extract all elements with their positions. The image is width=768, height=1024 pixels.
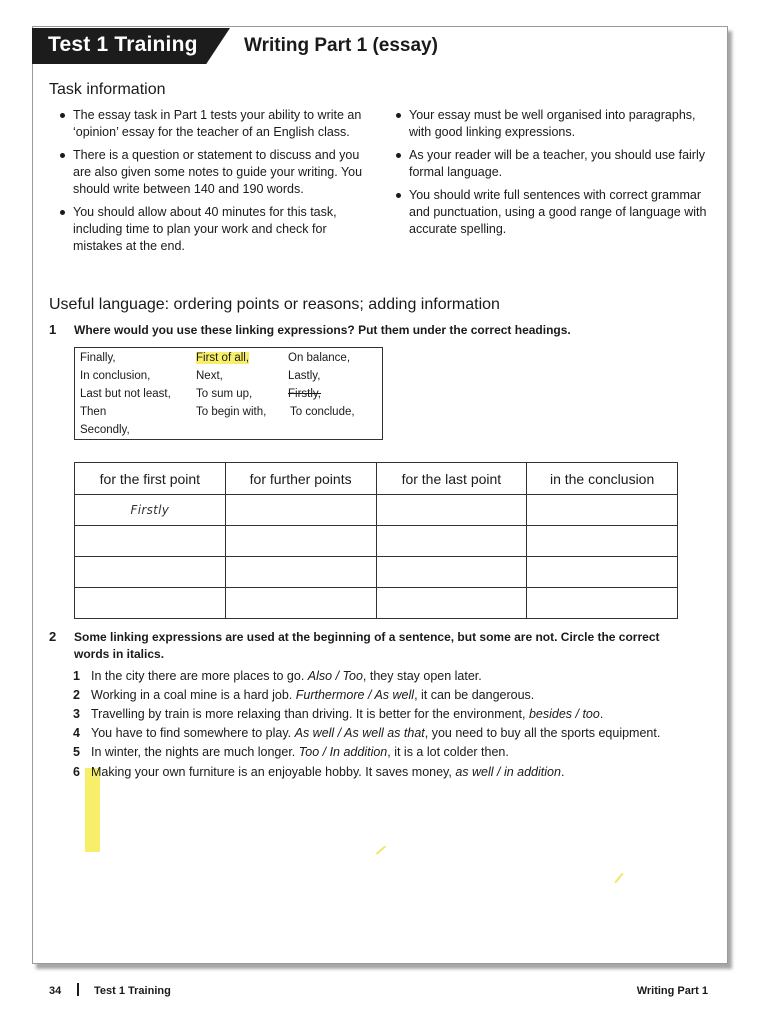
exercise-item [73, 669, 482, 683]
item-options[interactable]: Furthermore / As well [295, 688, 415, 702]
table-cell-example[interactable] [75, 495, 226, 526]
exercise-item [73, 688, 534, 702]
table-cell[interactable] [75, 526, 226, 557]
table-header: for the last point [376, 463, 527, 495]
table-header: for further points [225, 463, 376, 495]
page-number: 34 [49, 985, 62, 997]
word-box-expression: Lastly, [288, 370, 321, 382]
table-cell[interactable] [225, 557, 376, 588]
table-cell[interactable] [376, 526, 527, 557]
item-options[interactable]: besides / too [528, 707, 600, 721]
table-cell[interactable] [225, 588, 376, 619]
item-number: 1 [73, 669, 80, 683]
bullet-item: You should write full sentences with correct grammar and punctuation, using a good range of language with accurate spelling. [385, 187, 715, 238]
part-title: Writing Part 1 (essay) [244, 35, 438, 56]
word-box-expression-highlighted: First of all, [196, 352, 250, 364]
item-text: . [560, 765, 565, 779]
footer-divider [77, 983, 79, 996]
footer-left-label: Test 1 Training [94, 985, 171, 997]
word-box-expression: Next, [196, 370, 223, 382]
question-2-text: Some linking expressions are used at the beginning of a sentence, but some are not. Circle the correct words in italics. [74, 630, 660, 661]
footer-right-label: Writing Part 1 [636, 985, 708, 997]
item-options[interactable]: As well / As well as that [294, 726, 425, 740]
item-number: 3 [73, 707, 80, 721]
table-header: in the conclusion [527, 463, 678, 495]
item-text: In the city there are more places to go. [91, 669, 308, 683]
item-text: , it is a lot colder then. [387, 745, 509, 759]
item-options[interactable]: Too / In addition [298, 745, 388, 759]
useful-language-heading: Useful language: ordering points or reasons; adding information [49, 296, 500, 313]
table-header-row [75, 463, 678, 495]
table-cell[interactable] [527, 588, 678, 619]
exercise-item [73, 707, 603, 721]
word-box-expression: Then [80, 406, 107, 418]
item-text: Travelling by train is more relaxing than driving. It is better for the environment, [91, 707, 529, 721]
table-cell[interactable] [75, 588, 226, 619]
table-cell[interactable] [527, 495, 678, 526]
word-box-expression: To conclude, [290, 406, 355, 418]
task-info-heading: Task information [49, 81, 166, 98]
table-row [75, 495, 678, 526]
item-text: Making your own furniture is an enjoyable hobby. It saves money, [91, 765, 456, 779]
word-box-expression: In conclusion, [80, 370, 151, 382]
table-cell[interactable] [376, 588, 527, 619]
item-options[interactable]: Also / Too [307, 669, 363, 683]
word-box-expression: To begin with, [196, 406, 267, 418]
bullet-item: The essay task in Part 1 tests your ability to write an ‘opinion’ essay for the teacher of an English class. [49, 107, 379, 141]
item-text: , it can be dangerous. [414, 688, 535, 702]
question-number: 2 [49, 629, 57, 644]
table-cell[interactable] [75, 557, 226, 588]
table-row [75, 588, 678, 619]
item-text: , you need to buy all the sports equipment. [424, 726, 661, 740]
bullet-item: Your essay must be well organised into paragraphs, with good linking expressions. [385, 107, 715, 141]
item-text: , they stay open later. [362, 669, 482, 683]
bullet-item: There is a question or statement to discuss and you are also given some notes to guide your writing. You should write between 140 and 190 words. [49, 147, 379, 198]
table-cell[interactable] [376, 557, 527, 588]
item-text: Working in a coal mine is a hard job. [91, 688, 296, 702]
exercise-item [73, 745, 509, 759]
header-tab-title: Test 1 Training [48, 33, 198, 56]
item-options[interactable]: as well / in addition [455, 765, 561, 779]
task-info-left-bullets [49, 107, 379, 261]
table-row [75, 557, 678, 588]
table-header: for the first point [75, 463, 226, 495]
table-cell[interactable] [527, 557, 678, 588]
item-number: 5 [73, 745, 80, 759]
item-text: In winter, the nights are much longer. [91, 745, 299, 759]
table-cell[interactable] [225, 526, 376, 557]
item-text: You have to find somewhere to play. [91, 726, 295, 740]
exercise-item [73, 765, 564, 779]
word-box-expression: To sum up, [196, 388, 253, 400]
question-number: 1 [49, 322, 57, 337]
table-row [75, 526, 678, 557]
item-number: 2 [73, 688, 80, 702]
item-text: . [599, 707, 604, 721]
word-box [74, 347, 383, 440]
bullet-item: You should allow about 40 minutes for this task, including time to plan your work and check for mistakes at the end. [49, 204, 379, 255]
table-cell[interactable] [527, 526, 678, 557]
question-1-text: Where would you use these linking expressions? Put them under the correct headings. [74, 323, 571, 337]
item-number: 4 [73, 726, 80, 740]
exercise-item [73, 726, 660, 740]
word-box-expression: Last but not least, [80, 388, 171, 400]
bullet-item: As your reader will be a teacher, you should use fairly formal language. [385, 147, 715, 181]
handwritten-answer: Firstly [130, 502, 170, 517]
highlighter-mark [85, 768, 100, 852]
word-box-expression-crossed-out: Firstly, [288, 388, 322, 400]
word-box-expression: On balance, [288, 352, 351, 364]
word-box-expression: Secondly, [80, 424, 130, 436]
task-info-right-bullets [385, 107, 715, 244]
word-box-expression: Finally, [80, 352, 116, 364]
table-cell[interactable] [225, 495, 376, 526]
item-number: 6 [73, 765, 80, 779]
answer-table [74, 462, 678, 619]
table-cell[interactable] [376, 495, 527, 526]
